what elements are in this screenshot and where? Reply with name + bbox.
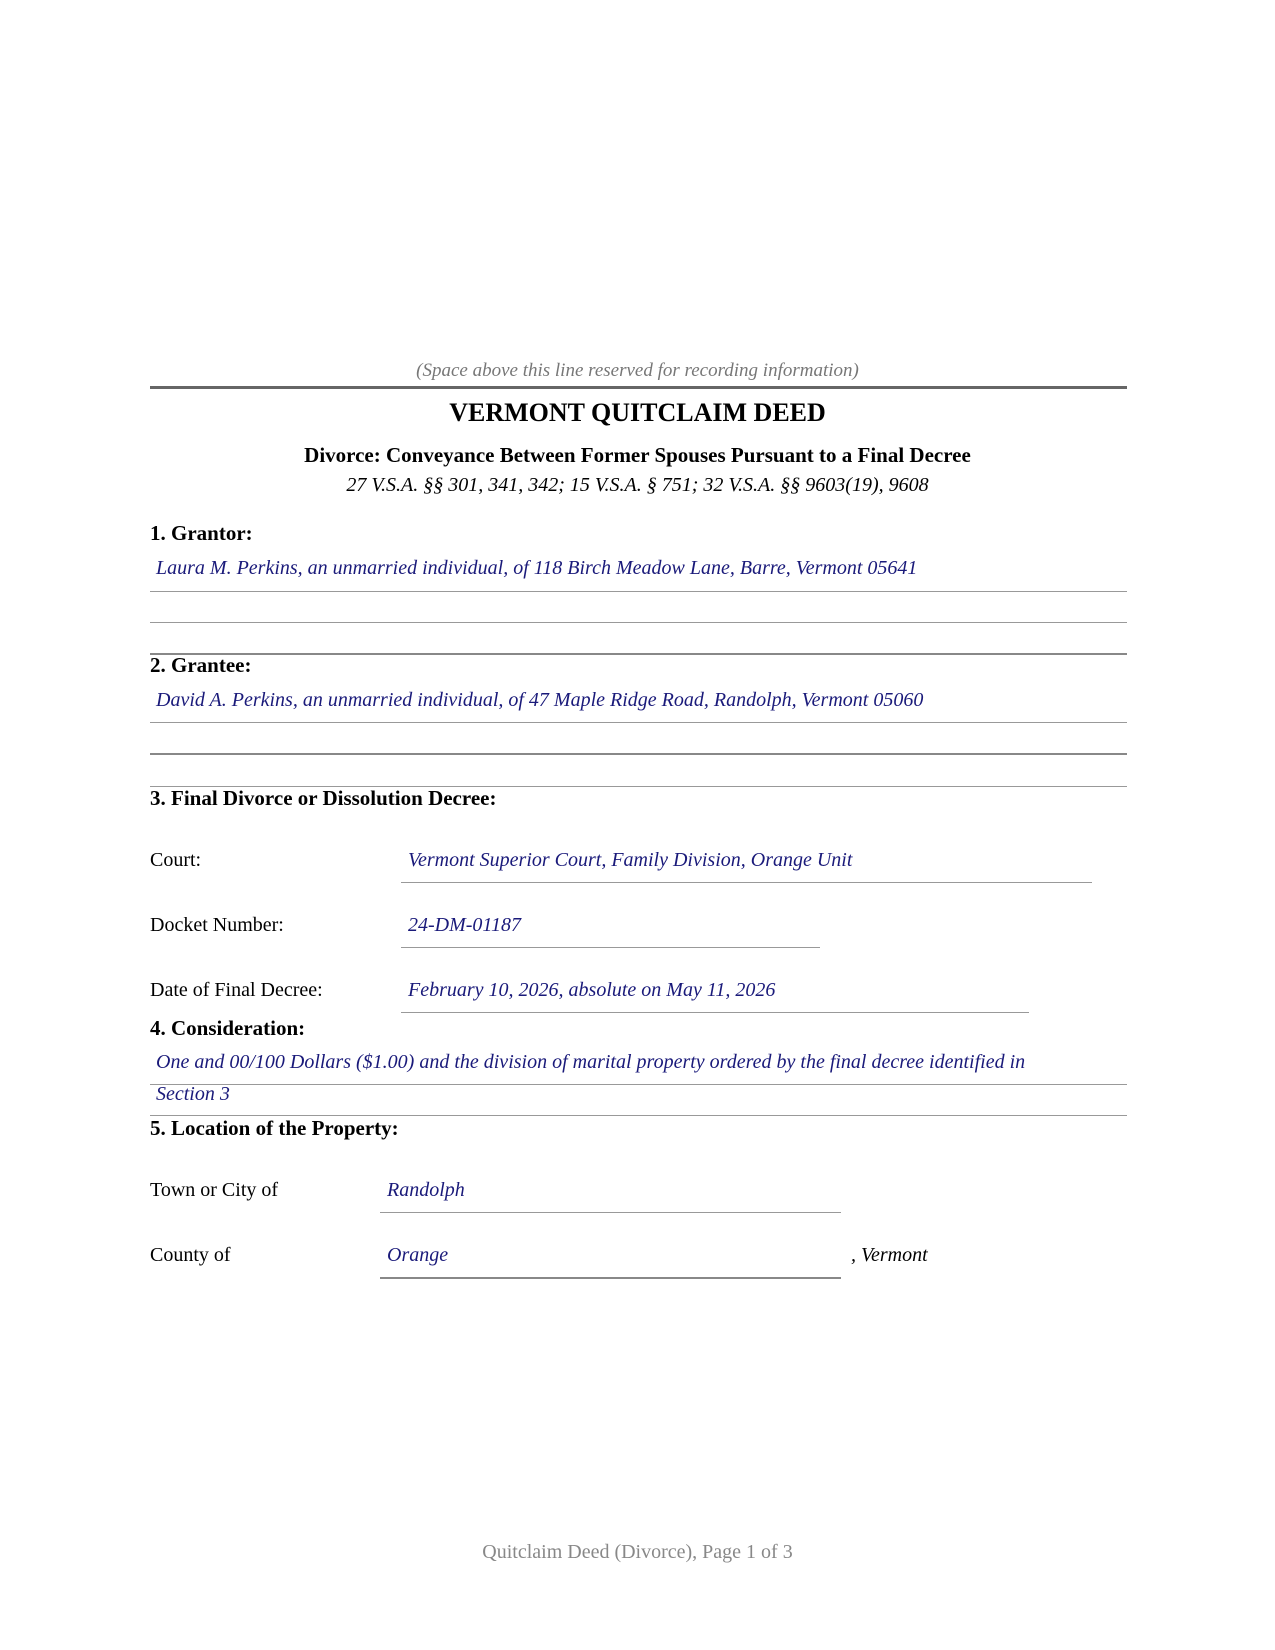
town-label: Town or City of — [150, 1179, 279, 1201]
grantee-field[interactable]: David A. Perkins, an unmarried individual, of 47 Maple Ridge Road, Randolph, Vermont 05060 — [156, 689, 924, 711]
document-title: VERMONT QUITCLAIM DEED — [449, 398, 826, 427]
town-line — [380, 1212, 841, 1213]
consideration-field-line-2[interactable]: Section 3 — [156, 1083, 230, 1105]
court-field[interactable]: Vermont Superior Court, Family Division, Orange Unit — [408, 849, 853, 871]
court-label: Court: — [150, 849, 202, 871]
county-line — [380, 1277, 841, 1279]
grantor-heading: 1. Grantor: — [150, 521, 253, 545]
grantor-line-1 — [150, 591, 1127, 592]
location-heading: 5. Location of the Property: — [150, 1116, 399, 1140]
court-line — [401, 882, 1092, 883]
town-field[interactable]: Randolph — [387, 1179, 465, 1201]
grantee-line-2 — [150, 753, 1127, 755]
docket-label: Docket Number: — [150, 914, 284, 936]
state-suffix: , Vermont — [851, 1244, 928, 1266]
decree-date-line — [401, 1012, 1029, 1013]
grantee-heading: 2. Grantee: — [150, 653, 252, 677]
docket-field[interactable]: 24-DM-01187 — [408, 914, 521, 936]
recording-space-note: (Space above this line reserved for recording information) — [416, 360, 859, 381]
consideration-field-line-1[interactable]: One and 00/100 Dollars ($1.00) and the division of marital property ordered by the final decree identified in — [156, 1051, 1026, 1073]
grantee-line-1 — [150, 722, 1127, 723]
consideration-heading: 4. Consideration: — [150, 1016, 306, 1040]
recording-divider — [150, 386, 1127, 389]
decree-date-field[interactable]: February 10, 2026, absolute on May 11, 2026 — [408, 979, 776, 1001]
grantor-line-3 — [150, 653, 1127, 655]
page-footer: Quitclaim Deed (Divorce), Page 1 of 3 — [482, 1541, 793, 1563]
decree-heading: 3. Final Divorce or Dissolution Decree: — [150, 786, 497, 810]
statute-citation: 27 V.S.A. §§ 301, 341, 342; 15 V.S.A. § 751; 32 V.S.A. §§ 9603(19), 9608 — [346, 474, 929, 496]
consideration-line-1 — [150, 1084, 1127, 1085]
decree-date-label: Date of Final Decree: — [150, 979, 323, 1001]
grantor-line-2 — [150, 622, 1127, 623]
county-field[interactable]: Orange — [387, 1244, 449, 1266]
docket-line — [401, 947, 820, 948]
county-label: County of — [150, 1244, 231, 1266]
document-subtitle: Divorce: Conveyance Between Former Spouses Pursuant to a Final Decree — [304, 443, 971, 467]
grantor-field[interactable]: Laura M. Perkins, an unmarried individual, of 118 Birch Meadow Lane, Barre, Vermont 05641 — [156, 557, 918, 579]
